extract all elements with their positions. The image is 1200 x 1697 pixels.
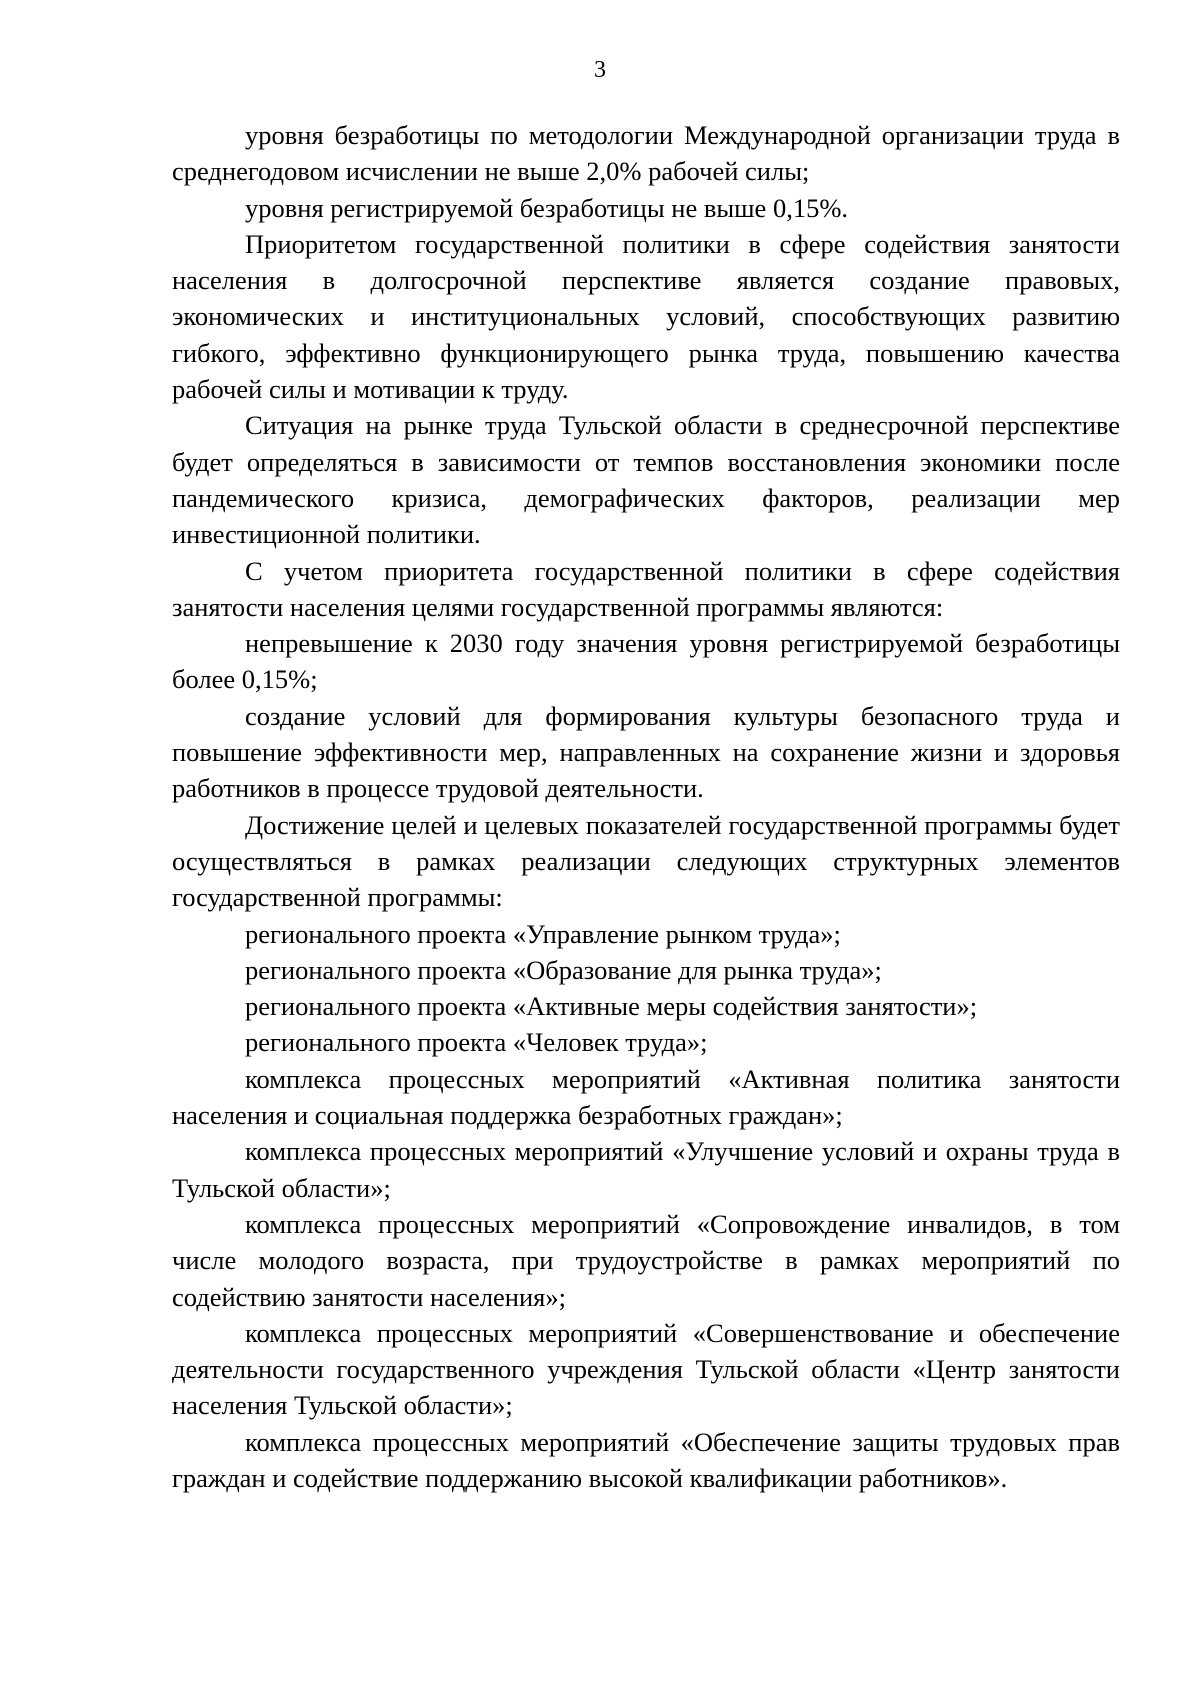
paragraph-labor-market-situation: Ситуация на рынке труда Тульской области в среднесрочной перспективе будет определяться в зависимости от темпов восстановления экономики после пандемического кризиса, демографических факторов, реализации мер инвестиционной политики.	[172, 410, 1120, 550]
paragraph-unemployment-ilo: уровня безработицы по методологии Международной организации труда в среднегодовом исчислении не выше 2,0% рабочей силы;	[172, 120, 1120, 187]
paragraph-structural-elements-intro: Достижение целей и целевых показателей государственной программы будет осуществляться в рамках реализации следующих структурных элементов государственной программы:	[172, 809, 1120, 913]
list-item-project-human-labor: регионального проекта «Человек труда»;	[245, 1027, 708, 1058]
page-number: 3	[594, 57, 606, 83]
paragraph-goal-safe-labor: создание условий для формирования культуры безопасного труда и повышение эффективности мер, направленных на сохранение жизни и здоровья работников в процессе трудовой деятельности.	[172, 700, 1120, 804]
list-item-project-market-management: регионального проекта «Управление рынком труда»;	[245, 918, 841, 949]
list-item-complex-active-policy: комплекса процессных мероприятий «Активная политика занятости населения и социальная поддержка безработных граждан»;	[172, 1063, 1120, 1131]
document-body	[172, 117, 1120, 1496]
paragraph-registered-unemployment: уровня регистрируемой безработицы не выше 0,15%.	[245, 192, 849, 223]
list-item-complex-employment-center: комплекса процессных мероприятий «Совершенствование и обеспечение деятельности государственного учреждения Тульской области «Центр занятости населения Тульской области»;	[172, 1317, 1120, 1421]
paragraph-policy-priority: Приоритетом государственной политики в сфере содействия занятости населения в долгосрочной перспективе является создание правовых, экономических и институциональных условий, способствующих развитию гибкого, эффективно функционирующего рынка труда, повышению качества рабочей силы и мотивации к труду.	[172, 228, 1120, 405]
list-item-project-active-measures: регионального проекта «Активные меры содействия занятости»;	[245, 991, 978, 1022]
list-item-complex-disabled-support: комплекса процессных мероприятий «Сопровождение инвалидов, в том числе молодого возраста, при трудоустройстве в рамках мероприятий по содействию занятости населения»;	[172, 1208, 1120, 1312]
paragraph-program-goals-intro: С учетом приоритета государственной политики в сфере содействия занятости населения целями государственной программы являются:	[172, 555, 1120, 622]
paragraph-goal-unemployment: непревышение к 2030 году значения уровня регистрируемой безработицы более 0,15%;	[172, 628, 1120, 695]
list-item-project-education: регионального проекта «Образование для рынка труда»;	[245, 954, 882, 985]
list-item-complex-labor-rights: комплекса процессных мероприятий «Обеспечение защиты трудовых прав граждан и содействие поддержанию высокой квалификации работников».	[172, 1426, 1120, 1493]
list-item-complex-labor-protection: комплекса процессных мероприятий «Улучшение условий и охраны труда в Тульской области»;	[172, 1136, 1120, 1203]
